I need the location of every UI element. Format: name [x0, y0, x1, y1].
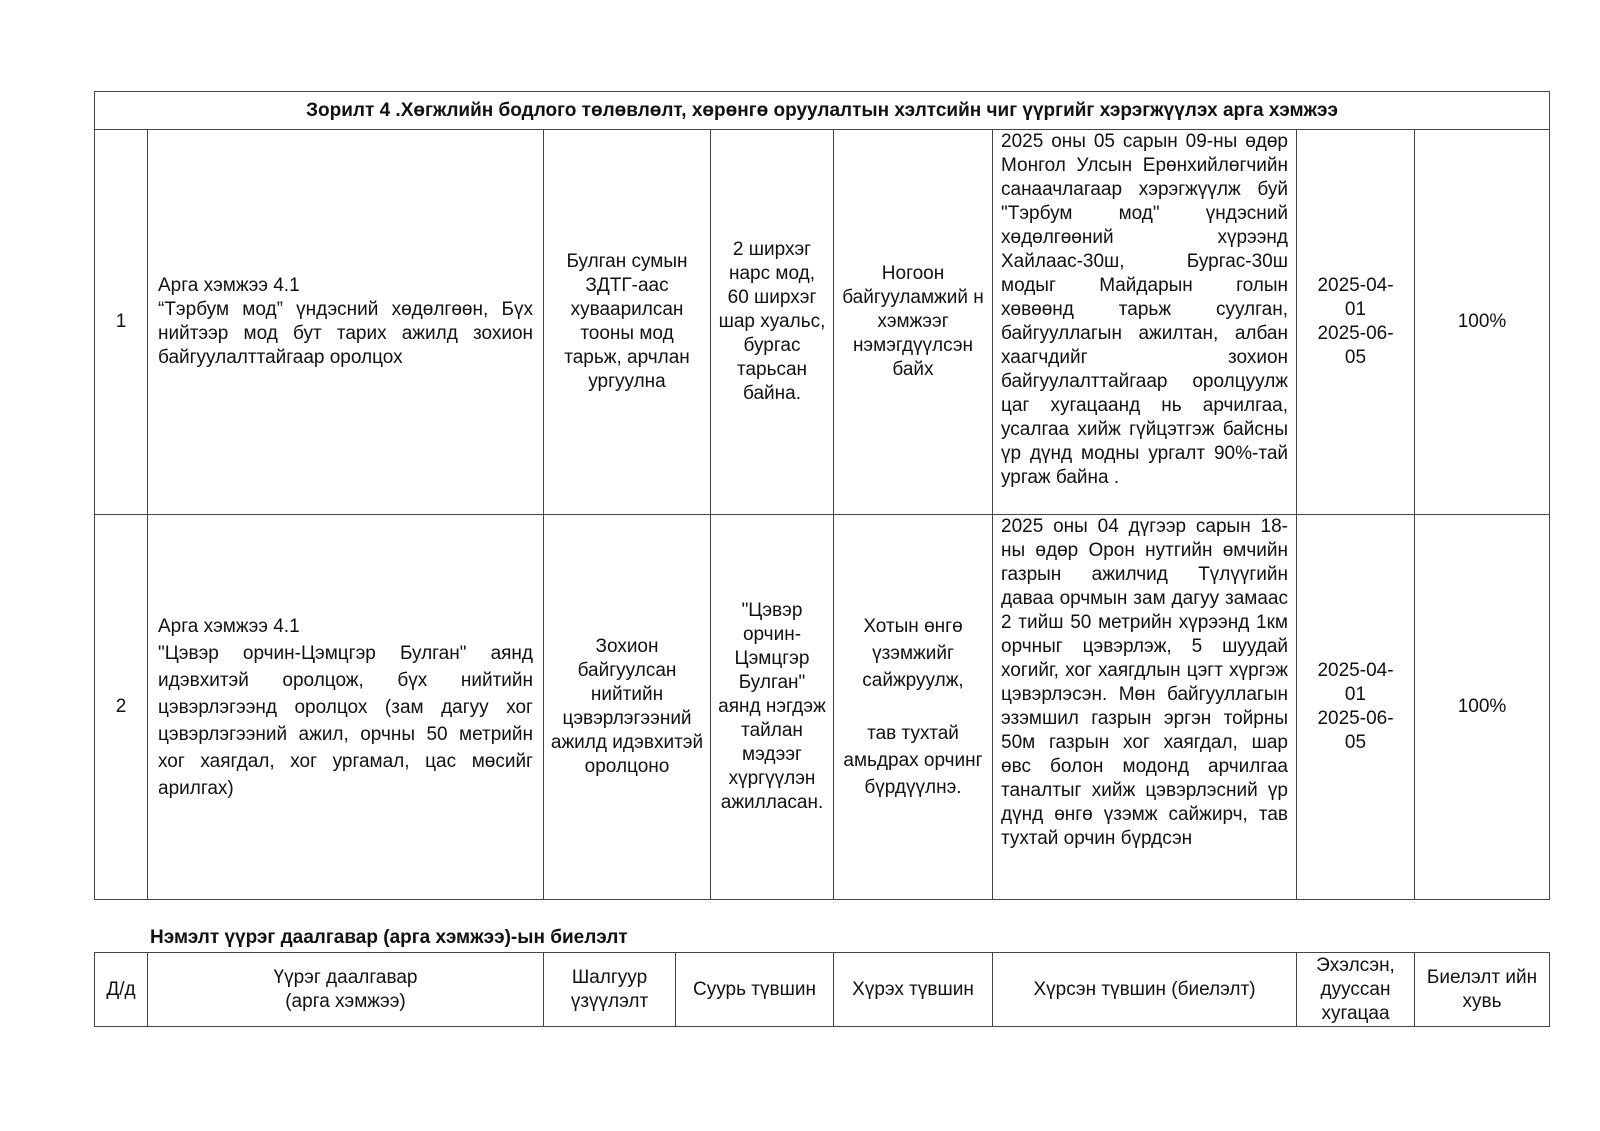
action-cell	[148, 515, 544, 900]
row-number: 2	[95, 515, 148, 900]
baseline-cell: 2 ширхэг нарс мод, 60 ширхэг шар хуальс, бургас тарьсан байна.	[711, 130, 834, 515]
header-result: Хүрсэн түвшин (биелэлт)	[993, 953, 1297, 1027]
target-text-2: тав тухтай амьдрах орчинг бүрдүүлнэ.	[843, 723, 983, 798]
result-cell	[993, 515, 1297, 900]
percent-cell: 100%	[1415, 515, 1550, 900]
action-heading: Арга хэмжээ 4.1	[158, 275, 300, 296]
percent-cell: 100%	[1415, 130, 1550, 515]
header-task-line2: (арга хэмжээ)	[285, 990, 406, 1012]
header-task	[148, 953, 544, 1027]
header-criteria: Шалгуур үзүүлэлт	[544, 953, 676, 1027]
action-text: "Цэвэр орчин-Цэмцгэр Булган" аянд идэвхитэй оролцож, бүх нийтийн цэвэрлэгээнд оролцох (зам дагуу хог цэвэрлэгээний ажил, орчны 50 метрийн хог хаягдал, хог ургамал, цас мөсийг арилгах)	[158, 642, 533, 799]
goal-table	[94, 91, 1550, 900]
target-cell	[834, 130, 993, 515]
action-cell	[148, 130, 544, 515]
action-text: “Тэрбум мод” үндэсний хөдөлгөөн, Бүх нийтээр мод бут тарих ажилд зохион байгуулалттайгаар оролцох	[158, 299, 533, 368]
result-text: 2025 оны 04 дүгээр сарын 18-ны өдөр Орон нутгийн өмчийн газрын ажилчид Түлүүгийн даваа орчмын зам дагуу замаас 2 тийш 50 метрийн хүрээнд 1км орчныг цэвэрлэж, 5 шуудай хогийг, хог хаягдлын цэгт хүргэж цэвэрлэсэн. Мөн байгууллагын эзэмшил газрын эргэн тойрны 50м газрын хог хаягдал, шар өвс болон модонд арчилгаа таналтыг хийж цэвэрлэсний үр дүнд өнгө үзэмж сайжирч, тав тухтай орчин бүрдсэн	[1001, 516, 1288, 849]
dates-cell	[1297, 130, 1415, 515]
target-text: Хотын өнгө үзэмжийг сайжруулж,	[862, 616, 964, 691]
action-heading: Арга хэмжээ 4.1	[158, 615, 300, 637]
date-end: 2025-06-05	[1317, 323, 1394, 368]
row-number: 1	[95, 130, 148, 515]
section-title: Зорилт 4 .Хөгжлийн бодлого төлөвлөлт, хөрөнгө оруулалтын хэлтсийн чиг үүргийг хэрэгжүүлэх арга хэмжээ	[95, 92, 1550, 130]
header-baseline: Суурь түвшин	[676, 953, 834, 1027]
criteria-cell: Зохион байгуулсан нийтийн цэвэрлэгээний ажилд идэвхитэй оролцоно	[544, 515, 711, 900]
table-row	[95, 130, 1550, 515]
date-start: 2025-04-01	[1317, 275, 1394, 320]
section2-title: Нэмэлт үүрэг даалгавар (арга хэмжээ)-ын биелэлт	[150, 927, 628, 948]
baseline-cell: "Цэвэр орчин-Цэмцгэр Булган" аянд нэгдэж тайлан мэдээг хүргүүлэн ажилласан.	[711, 515, 834, 900]
additional-tasks-table	[94, 952, 1550, 1027]
header-row	[95, 953, 1550, 1027]
target-cell	[834, 515, 993, 900]
target-text: Ногоон байгууламжий н хэмжээг нэмэгдүүлсэн байх	[842, 263, 984, 380]
result-text: 2025 оны 05 сарын 09-ны өдөр Монгол Улсын Ерөнхийлөгчийн санаачлагаар хэрэгжүүлж буй "Тэрбум мод" үндэсний хөдөлгөөний хүрээнд Хайлаас-30ш, Бургас-30ш модыг Майдарын голын хөвөөнд тарьж суулган, байгууллагын ажилтан, албан хаагчдийг зохион байгуулалттайгаар оролцуулж цаг хугацаанд нь арчилгаа, усалгаа хийж гүйцэтгэж байсны үр дүнд модны ургалт 90%-тай ургаж байна .	[1001, 131, 1288, 488]
date-end: 2025-06-05	[1317, 708, 1394, 753]
header-target: Хүрэх түвшин	[834, 953, 993, 1027]
table-row	[95, 515, 1550, 900]
header-percent: Биелэлт ийн хувь	[1415, 953, 1550, 1027]
header-number: Д/д	[95, 953, 148, 1027]
criteria-cell: Булган сумын ЗДТГ-аас хуваарилсан тооны мод тарьж, арчлан ургуулна	[544, 130, 711, 515]
header-dates: Эхэлсэн, дууссан хугацаа	[1297, 953, 1415, 1027]
result-cell	[993, 130, 1297, 515]
date-start: 2025-04-01	[1317, 660, 1394, 705]
header-task-line1: Үүрэг даалгавар	[273, 966, 418, 988]
dates-cell	[1297, 515, 1415, 900]
